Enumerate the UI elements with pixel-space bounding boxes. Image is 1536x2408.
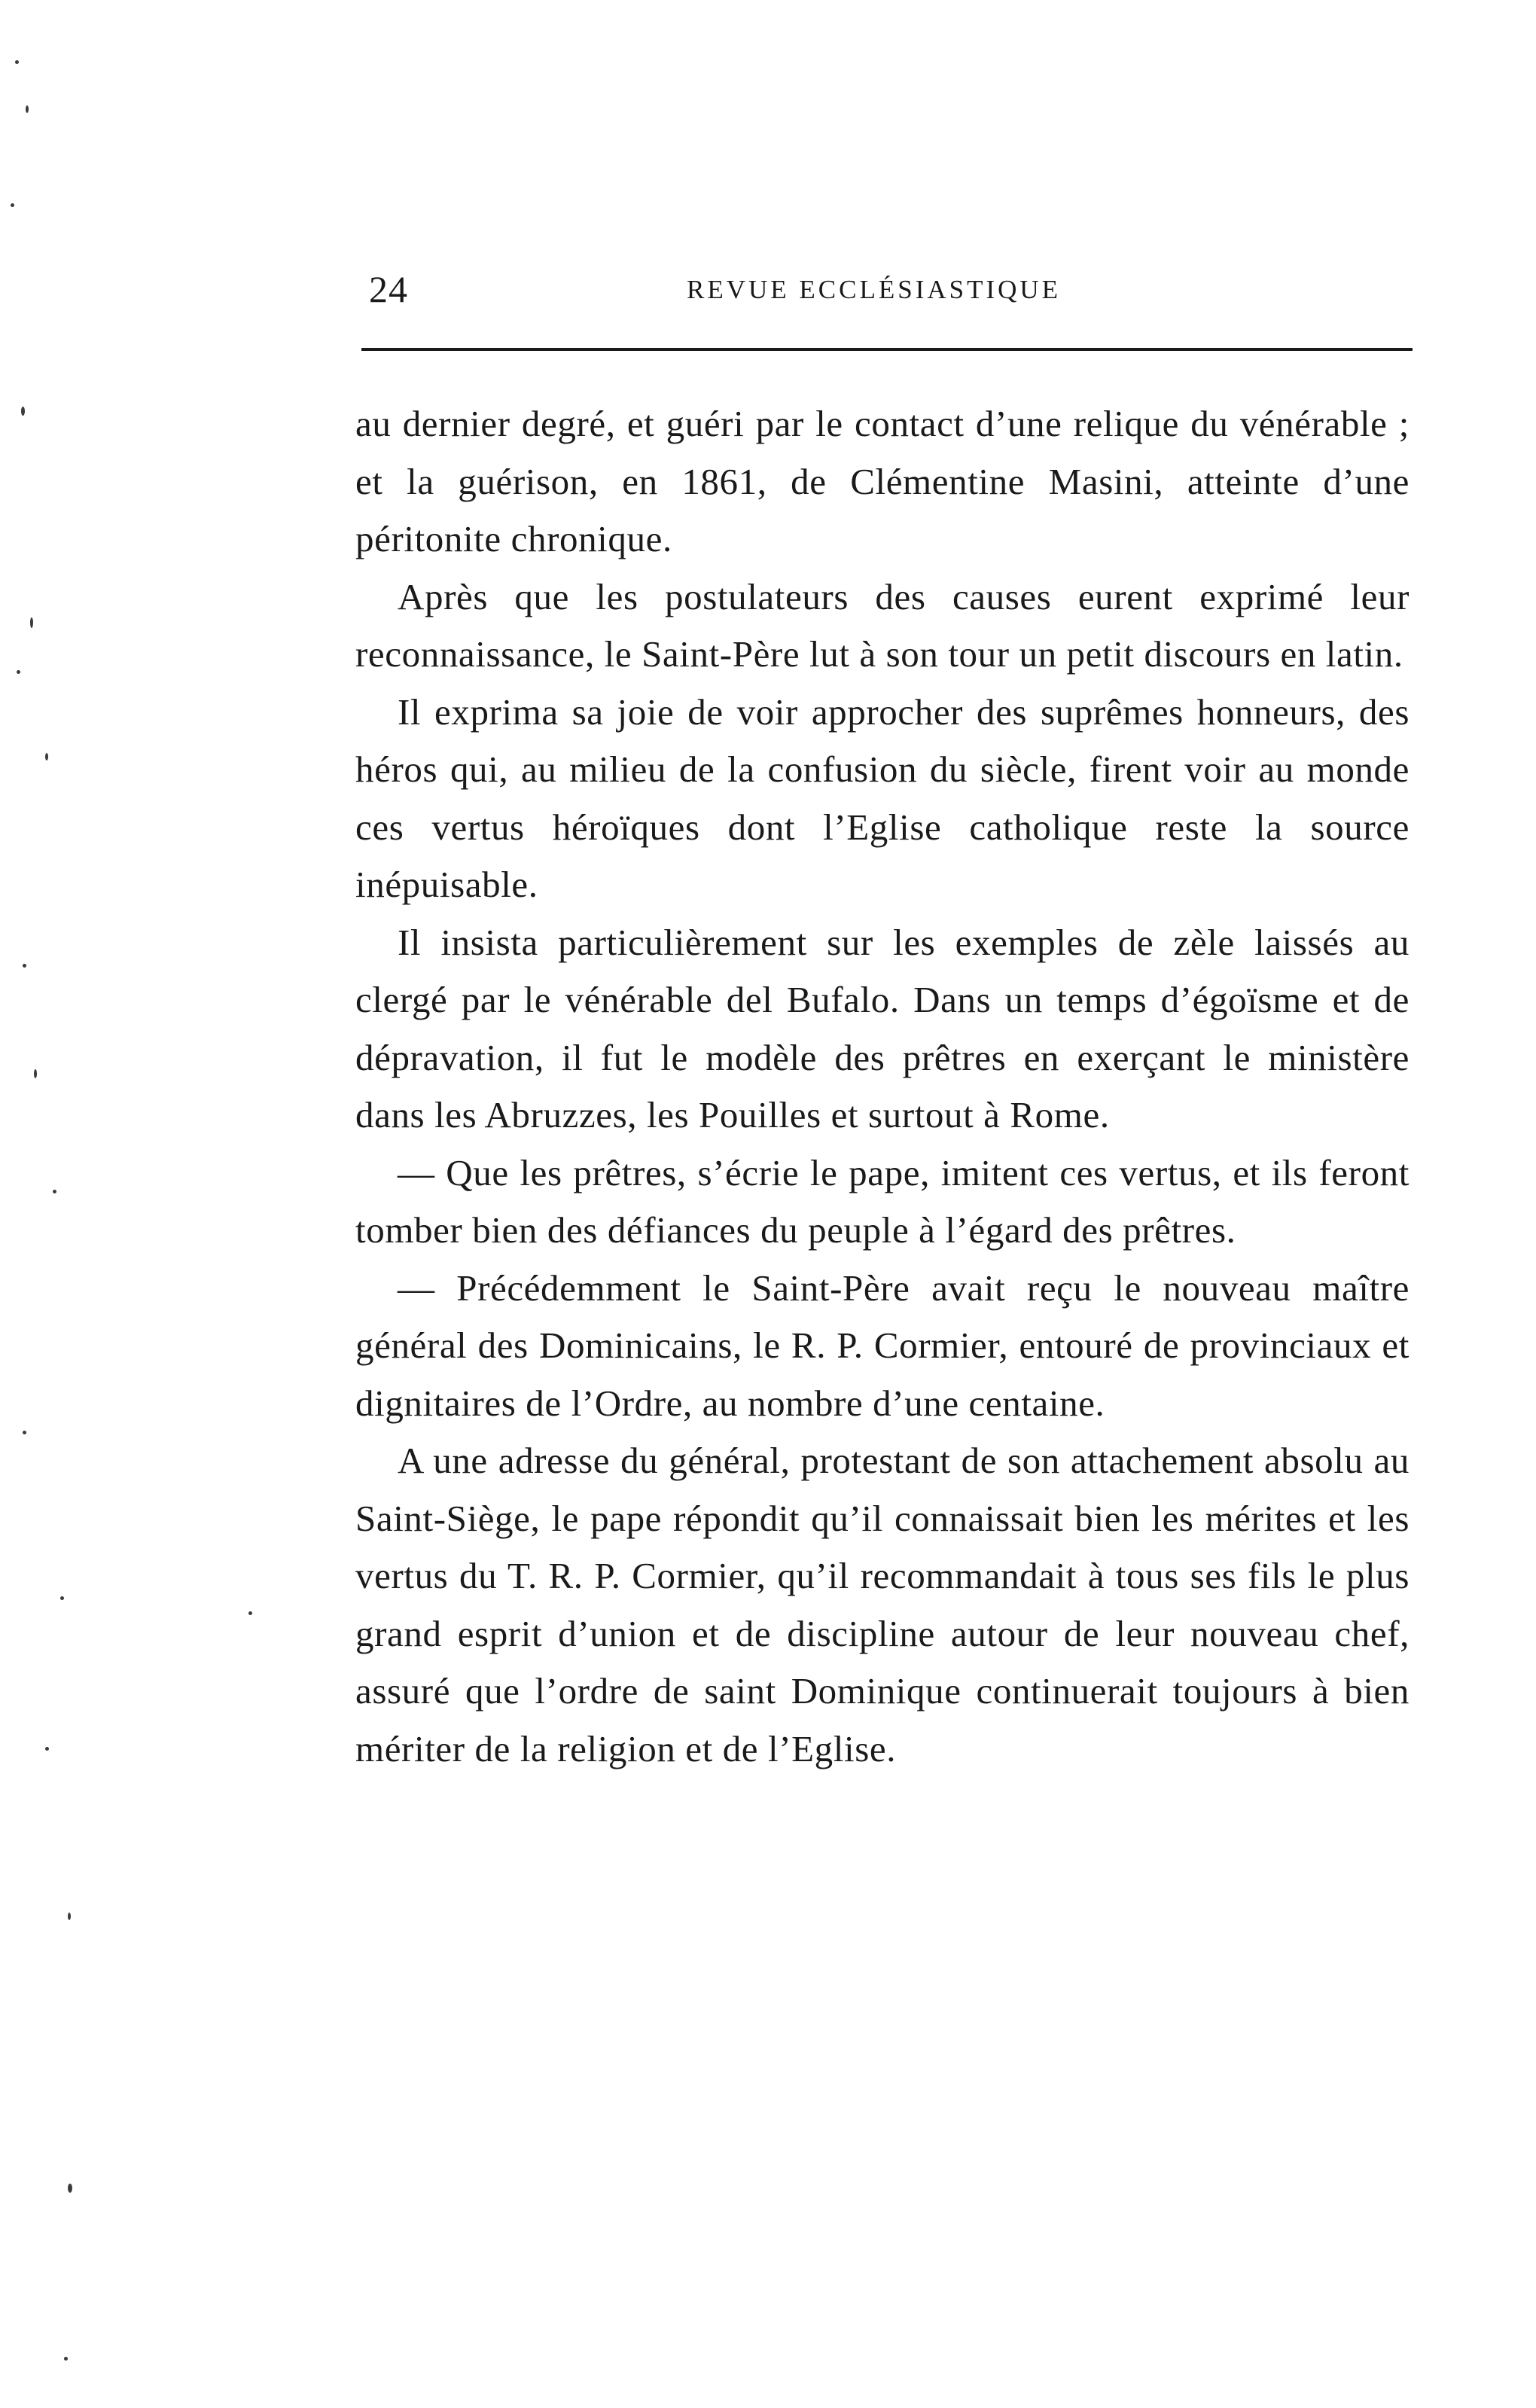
- header-rule: [361, 348, 1413, 351]
- page-number: 24: [369, 268, 408, 310]
- paragraph: Il insista particulièrement sur les exemples de zèle laissés au clergé par le vénérable del Bufalo. Dans un temps d’égoïsme et de dépravation, il fut le modèle des prêtres en exerçant le ministère dans les Abruzzes, les Pouilles et surtout à Rome.: [355, 921, 1410, 1135]
- page-header: [361, 267, 1416, 320]
- running-title: REVUE ECCLÉSIASTIQUE: [687, 275, 1062, 304]
- paragraph: — Que les prêtres, s’écrie le pape, imitent ces vertus, et ils feront tomber bien des défiances du peuple à l’égard des prêtres.: [355, 1151, 1410, 1251]
- paragraph: Il exprima sa joie de voir approcher des suprêmes honneurs, des héros qui, au milieu de la confusion du siècle, firent voir au monde ces vertus héroïques dont l’Eglise catholique reste la source inépuisable.: [355, 690, 1410, 905]
- paragraph: A une adresse du général, protestant de son attachement absolu au Saint-Siège, le pape répondit qu’il connaissait bien les mérites et les vertus du T. R. P. Cormier, qu’il recommandait à tous ses fils le plus grand esprit d’union et de discipline autour de leur nouveau chef, assuré que l’ordre de saint Dominique continuerait toujours à bien mériter de la religion et de l’Eglise.: [355, 1440, 1410, 1769]
- paragraph: au dernier degré, et guéri par le contact d’une relique du vénérable ; et la guérison, en 1861, de Clémentine Masini, atteinte d’une péritonite chronique.: [355, 403, 1410, 559]
- paragraph: Après que les postulateurs des causes eurent exprimé leur reconnaissance, le Saint-Père lut à son tour un petit discours en latin.: [355, 575, 1410, 675]
- paragraph: — Précédemment le Saint-Père avait reçu le nouveau maître général des Dominicains, le R. P. Cormier, entouré de provinciaux et dignitaires de l’Ordre, au nombre d’une centaine.: [355, 1266, 1410, 1424]
- body-text: [355, 395, 1410, 1778]
- margin-noise: [0, 0, 105, 2408]
